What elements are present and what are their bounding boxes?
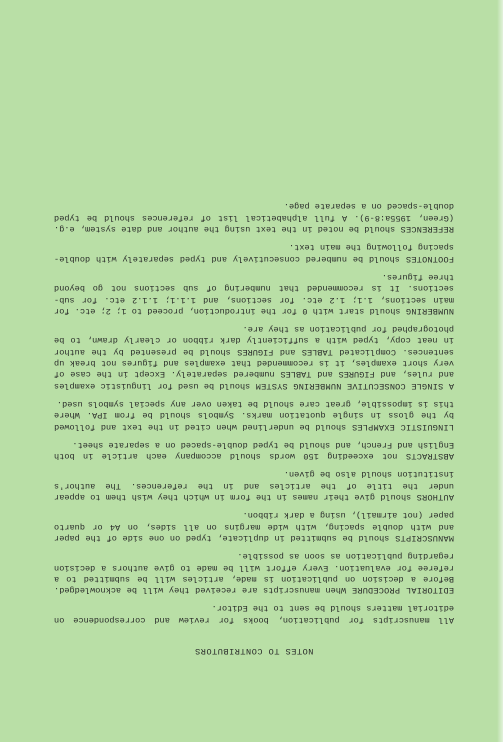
paragraph-heading: EDITORIAL PROCEDURE — [351, 585, 454, 596]
paragraph-abstracts — [54, 439, 454, 462]
paragraph-heading: NUMBERING — [405, 305, 454, 316]
paragraph-heading: AUTHORS — [416, 492, 454, 503]
paragraph-body: not exceeding 150 words should accompany each article in both English and French, and should be typed double-spaced on a separate sheet. — [54, 439, 454, 462]
paragraph-heading: ABSTRACTS — [405, 451, 454, 462]
notes-text-block — [54, 96, 454, 656]
paragraph-heading: REFERENCES — [400, 224, 454, 235]
paragraph-linguistic-examples — [54, 398, 454, 432]
page-title: NOTES TO CONTRIBUTORS — [194, 646, 314, 656]
paragraph-body: When manuscripts are received they will be acknowledged. Before a decision on publication is made, articles will be submitted to a referee for evaluation. Every effort will be made to give authors a decision regarding publication as soon as possible. — [54, 551, 454, 596]
paragraph-body: should give their names in the form in which they wish them to appear under the title of the articles and in the references. The author's institution should also be given. — [54, 469, 454, 503]
paragraph-manuscripts — [54, 509, 454, 543]
paragraph-body: should be used for linguistic examples and rules, and FIGURES and TABLES numbered separately. Except in the case of very short examples, it is recommended that examples and figures not break up sentences. Complicated TABLES and FIGURES should be presented by the author in neat copy, typed with a sufficiently dark ribbon or clearly drawn, to be photographed for publication as they are. — [54, 324, 454, 391]
paragraph-heading: MANUSCRIPTS — [395, 532, 454, 543]
paragraph-body: should be submitted in duplicate, typed on one side of the paper and with double spacing, with wide margins on all sides, on A4 or quarto paper (not airmail), using a dark ribbon. — [54, 510, 454, 543]
paragraph-heading: A SINGLE CONSECUTIVE NUMBERING SYSTEM — [255, 380, 454, 391]
paragraph-body: should be underlined when cited in the text and followed by the gloss in single quotation marks. Symbols should be from IPA. Where this is impossible, great care should be taken over any special symbols used. — [54, 398, 454, 432]
paragraph-body: should start with 0 for the introduction, proceed to 1; 2; etc. for main sections, 1.1; 1.2 etc. for sections, and 1.1.1; 1.1.2 etc. for sub-sections. It is recommended that numbering of sub sections not go beyond three figures. — [54, 271, 454, 316]
paragraph-body: should be noted in the text using the author and date system, e.g. (Green, 1955a:8-9). A full alphabetical list of references should be typed double-spaced on a separate page. — [54, 201, 454, 235]
paragraph-references — [54, 200, 454, 234]
paragraph-heading: LINGUISTIC EXAMPLES — [351, 421, 454, 432]
paragraph-editorial-procedure — [54, 550, 454, 595]
paragraph-heading: FOOTNOTES — [405, 253, 454, 264]
paragraph-numbering — [54, 271, 454, 316]
paragraph-numbering-system — [54, 323, 454, 391]
intro-paragraph: All manuscripts for publication, books for review and correspondence on editorial matters should be sent to the Editor. — [54, 603, 454, 625]
paragraph-footnotes — [54, 241, 454, 264]
paragraph-authors — [54, 468, 454, 502]
paragraph-body: should be numbered consecutively and typed separately with double-spacing following the main text. — [54, 242, 454, 264]
